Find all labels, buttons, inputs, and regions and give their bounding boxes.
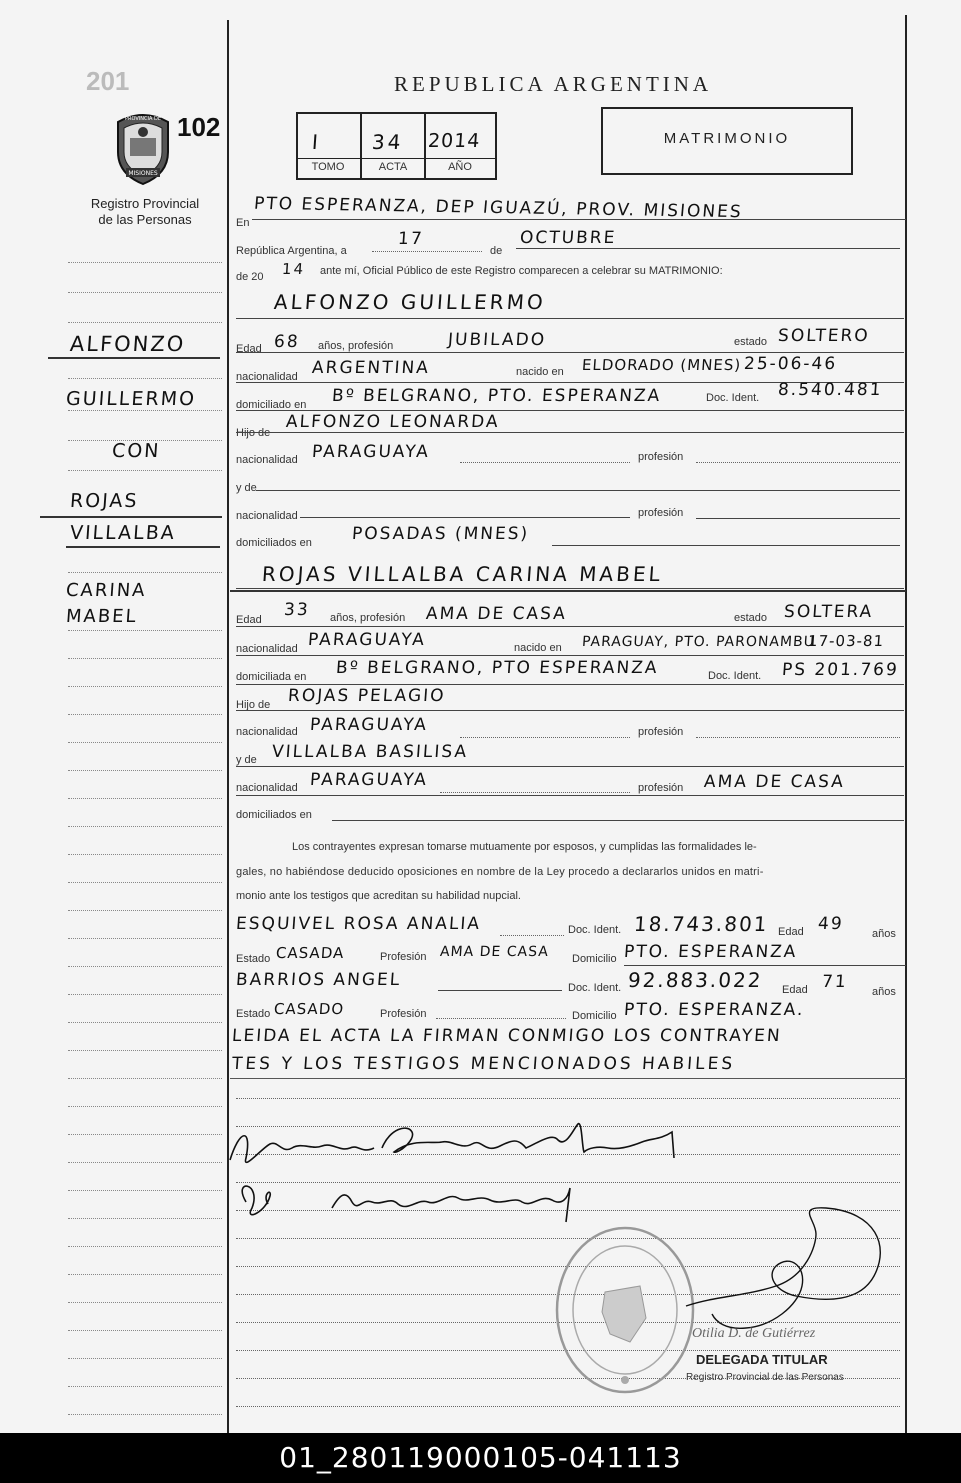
month: OCTUBRE bbox=[519, 228, 617, 248]
groom-parents-address: POSADAS (MNES) bbox=[351, 524, 530, 544]
faded-page-number: 201 bbox=[86, 66, 130, 96]
bride-birthplace: PARAGUAY, PTO. PARONAMBU bbox=[581, 634, 816, 650]
groom-father: ALFONZO LEONARDA bbox=[285, 412, 501, 432]
bride-doc: PS 201.769 bbox=[781, 660, 900, 680]
official-name: Otilia D. de Gutiérrez bbox=[692, 1326, 816, 1341]
witness2-doc: 92.883.022 bbox=[627, 968, 764, 992]
statement: ante mí, Oficial Público de este Registro comparecen a celebrar su MATRIMONIO: bbox=[320, 265, 723, 277]
bride-age: 33 bbox=[283, 600, 311, 620]
bride-mother-profession: AMA DE CASA bbox=[703, 772, 846, 792]
registry-label: Registro Provincial de las Personas bbox=[90, 196, 200, 227]
act-type: MATRIMONIO bbox=[663, 130, 791, 147]
acta-label: ACTA bbox=[378, 161, 408, 173]
bride-father: ROJAS PELAGIO bbox=[287, 686, 447, 706]
margin-bride-surname2: VILLALBA bbox=[69, 522, 177, 544]
groom-nationality: ARGENTINA bbox=[311, 358, 431, 378]
margin-connector: CON bbox=[111, 440, 162, 462]
anio-value: 2014 bbox=[427, 130, 482, 152]
groom-birthplace: ELDORADO (MNES) bbox=[581, 356, 742, 374]
witness1-doc: 18.743.801 bbox=[633, 912, 770, 936]
bride-birthdate: 17-03-81 bbox=[807, 632, 885, 650]
witness2-status: CASADO bbox=[273, 1000, 345, 1018]
groom-profession: JUBILADO bbox=[447, 330, 547, 350]
official-title: DELEGADA TITULAR bbox=[696, 1352, 828, 1367]
witness2-address: PTO. ESPERANZA. bbox=[623, 1000, 806, 1020]
bride-civil-status: SOLTERA bbox=[783, 602, 874, 622]
acta-value: 34 bbox=[371, 130, 405, 154]
bride-full-name: ROJAS VILLALBA CARINA MABEL bbox=[261, 562, 664, 586]
certificate-page: 201 MISIONES PROVINCIA DE 102 Registro Provincial de las Personas REPUBLICA ARGENTINA I 34 2014 TOMO ACTA AÑO MATRIMONIO ALFONZO GUILLERMO CON ROJAS VILLALBA CARINA MABEL En PTO ESPERANZA, DEP IGUAZÚ, PROV. MISIONES República Argentina, a 17 de OCTUBRE de 20 14 ante mí, Oficial Público de este Registro comparecen a celebrar su MATRIMONIO: ALFONZO GUILLERMO Edad 68 años, profesión JUBILADO estado SOLTERO nacionalidad ARGENTINA nacido en ELDORADO (MNES) 25-06-46 domiciliado en Bº BELGRANO, PTO. ESPERANZA Doc. Ident. 8.540.481 Hijo de ALFONZO LEONARDA nacionalidad PARAGUAYA profesión y de nacionalidad profesión domiciliados en POSADAS (MNES) ROJAS VILLALBA CARINA MABEL Edad 33 años, profesión AMA DE CASA estado SOLTERA nacionalidad PARAGUAYA nacido en PARAGUAY, PTO. PARONAMBU 17-03-81 domiciliada en Bº BELGRANO, PTO ESPERANZA Doc. Ident. PS 201.769 Hijo de ROJAS PELAGIO nacionalidad PARAGUAYA profesión y de VILLALBA BASILISA nacionalidad PARAGUAYA profesión AMA DE CASA domiciliados en Los contrayentes expresan tomarse mutuamente por esposos, y cumplidas las formalidades le- gales, no habiéndose deducido oposiciones en nombre de la Ley procedo a declararlos unidos en matri- monio ante los testigos que acreditan su habilidad nupcial. ESQUIVEL ROSA ANALIA Doc. Ident. 18.743.801 Edad 49 años Estado CASADA Profesión AMA DE CASA Domicilio PTO. ESPERANZA BARRIOS ANGEL Doc. Ident. 92.883.022 Edad 71 años Estado CASADO Profesión Domicilio PTO. ESPERANZA. LEIDA EL ACTA LA FIRMAN CONMIGO LOS CONTRAYEN TES Y LOS TESTIGOS MENCIONADOS HABILES Otilia D. de Gutiérrez DELEGADA TITULAR Registro Provincial de las Personas bbox=[0, 0, 961, 1433]
day: 17 bbox=[397, 229, 425, 249]
margin-groom-name: GUILLERMO bbox=[65, 388, 197, 410]
year-suffix: 14 bbox=[281, 260, 306, 278]
witness1-status: CASADA bbox=[275, 944, 345, 962]
groom-birthdate: 25-06-46 bbox=[743, 354, 838, 374]
provincial-seal-icon bbox=[110, 108, 176, 188]
margin-bride-name2: MABEL bbox=[65, 606, 139, 627]
signatures-icon bbox=[222, 1118, 692, 1238]
svg-text:MISIONES: MISIONES bbox=[128, 170, 158, 177]
closing-line2: TES Y LOS TESTIGOS MENCIONADOS HABILES bbox=[231, 1054, 736, 1074]
groom-full-name: ALFONZO GUILLERMO bbox=[273, 290, 547, 314]
anio-label: AÑO bbox=[448, 161, 472, 173]
bride-mother-nationality: PARAGUAYA bbox=[309, 770, 429, 790]
bride-profession: AMA DE CASA bbox=[425, 604, 568, 624]
document-code: 01_280119000105-041113 bbox=[0, 1433, 961, 1483]
place: PTO ESPERANZA, DEP IGUAZÚ, PROV. MISIONES bbox=[253, 193, 744, 223]
official-signature-icon bbox=[676, 1206, 896, 1346]
witness2-name: BARRIOS ANGEL bbox=[235, 970, 402, 990]
closing-line1: LEIDA EL ACTA LA FIRMAN CONMIGO LOS CONTRAYEN bbox=[231, 1026, 783, 1046]
groom-civil-status: SOLTERO bbox=[777, 326, 871, 346]
margin-bride-name1: CARINA bbox=[65, 580, 148, 601]
folio-number: 102 bbox=[177, 112, 221, 142]
witness1-age: 49 bbox=[817, 914, 845, 934]
country-title: REPUBLICA ARGENTINA bbox=[394, 72, 713, 96]
groom-doc: 8.540.481 bbox=[777, 380, 884, 400]
declaration-line3: monio ante los testigos que acreditan su habilidad nupcial. bbox=[236, 890, 521, 902]
witness1-address: PTO. ESPERANZA bbox=[623, 942, 799, 962]
bride-father-nationality: PARAGUAYA bbox=[309, 715, 429, 735]
official-registry: Registro Provincial de las Personas bbox=[686, 1372, 844, 1383]
witness1-profession: AMA DE CASA bbox=[439, 944, 550, 960]
groom-age: 68 bbox=[273, 332, 301, 352]
groom-address: Bº BELGRANO, PTO. ESPERANZA bbox=[331, 386, 662, 406]
declaration-line2: gales, no habiéndose deducido oposiciones en nombre de la Ley procedo a declararlos unidos en matri- bbox=[236, 866, 764, 878]
tomo-label: TOMO bbox=[311, 161, 345, 173]
witness2-age: 71 bbox=[821, 972, 849, 992]
bride-nationality: PARAGUAYA bbox=[307, 630, 427, 650]
bride-address: Bº BELGRANO, PTO ESPERANZA bbox=[335, 658, 660, 678]
svg-text:PROVINCIA DE: PROVINCIA DE bbox=[125, 116, 161, 122]
right-border bbox=[905, 15, 907, 1433]
tomo-value: I bbox=[311, 130, 322, 154]
witness1-name: ESQUIVEL ROSA ANALIA bbox=[235, 914, 482, 934]
declaration-line1: Los contrayentes expresan tomarse mutuamente por esposos, y cumplidas las formalidades le- bbox=[292, 841, 757, 853]
margin-bride-surname1: ROJAS bbox=[69, 490, 140, 512]
bride-mother: VILLALBA BASILISA bbox=[271, 742, 469, 762]
groom-father-nationality: PARAGUAYA bbox=[311, 442, 431, 462]
margin-groom-surname: ALFONZO bbox=[69, 332, 187, 356]
